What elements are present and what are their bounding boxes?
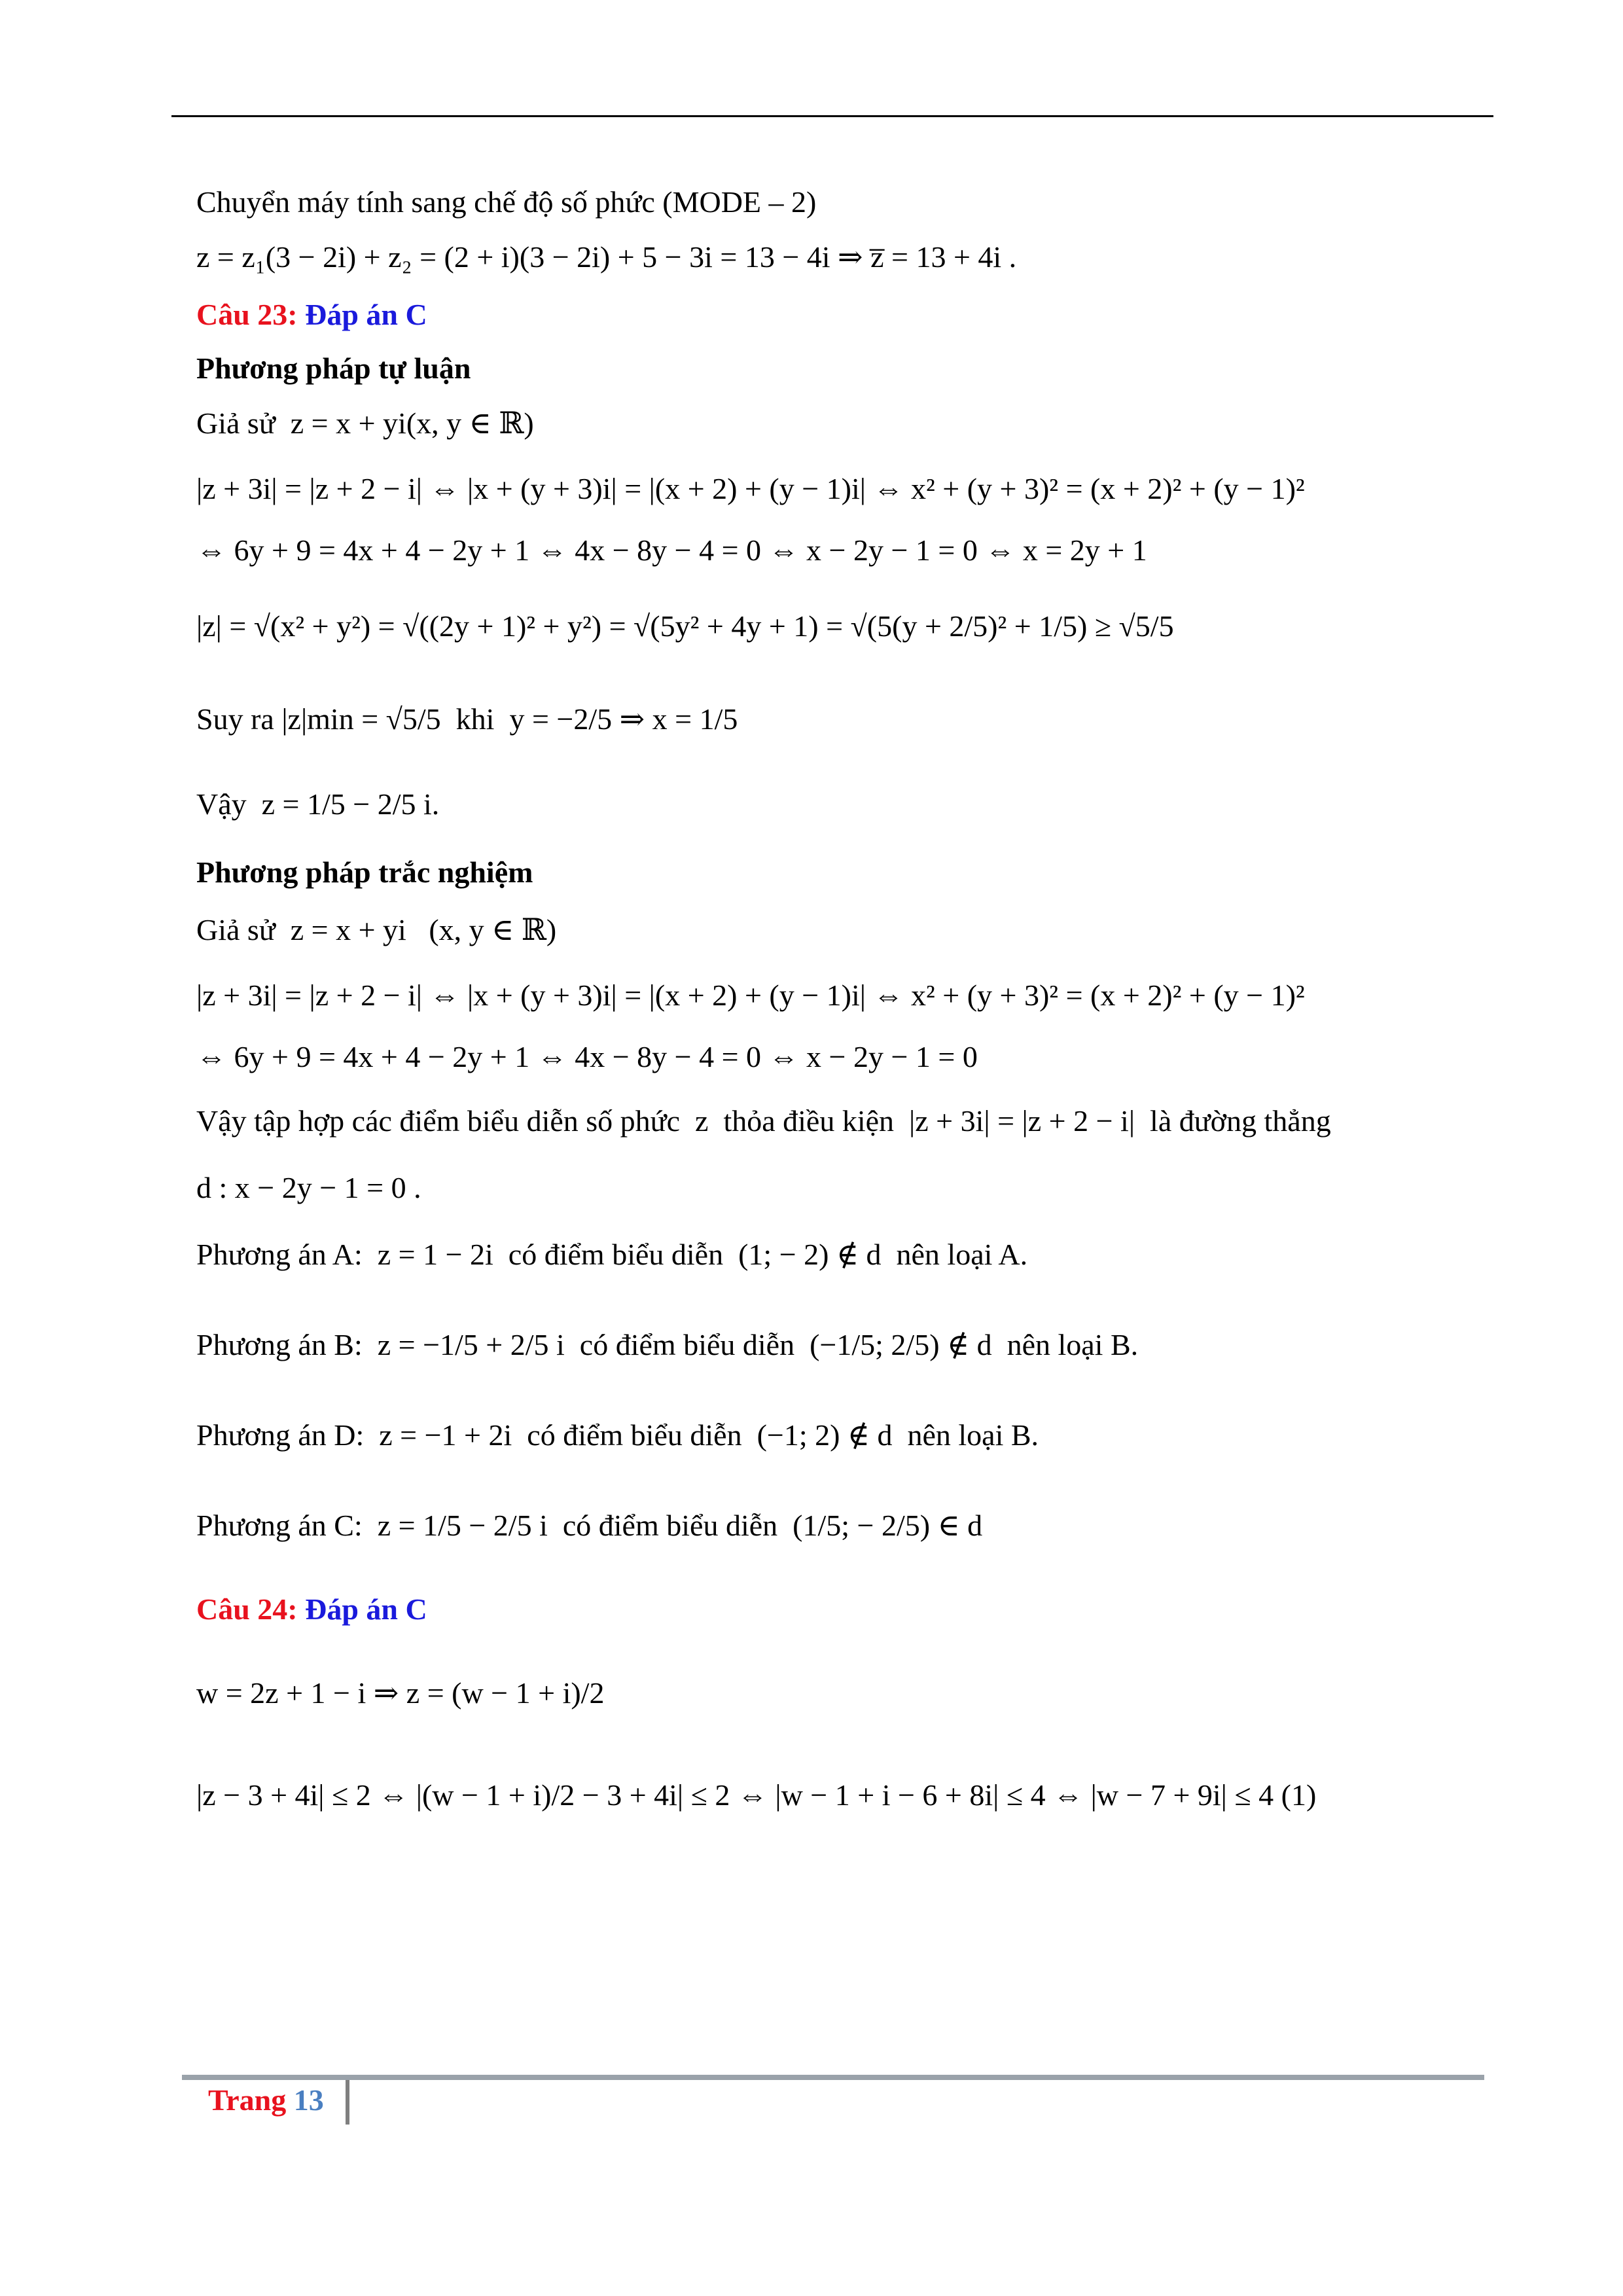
equation-modulus-min: |z| = √(x² + y²) = √((2y + 1)² + y²) = √(5y² + 4y + 1) = √(5(y + 2/5)² + 1/5) ≥ √5/5 — [196, 609, 1174, 643]
option-a-check: Phương án A: z = 1 − 2i có điểm biểu diễn (1; − 2) ∉ d nên loại A. — [196, 1238, 1028, 1271]
question-24-answer: Đáp án C — [305, 1592, 427, 1626]
method-quiz-heading: Phương pháp trắc nghiệm — [196, 855, 533, 889]
header-rule — [171, 115, 1493, 117]
footer-rule — [182, 2075, 1484, 2080]
text-mode-instruction: Chuyển máy tính sang chế độ số phức (MODE – 2) — [196, 185, 817, 219]
footer-divider — [346, 2080, 349, 2125]
equation-z-conjugate: z = z₁(3 − 2i) + z₂ = (2 + i)(3 − 2i) + 5 − 3i = 13 − 4i ⇒ z̅ = 13 + 4i . — [196, 240, 1017, 274]
question-24-heading — [196, 1590, 1492, 1628]
page-footer — [208, 2080, 324, 2121]
equation-modulus-equal-1: |z + 3i| = |z + 2 − i| ⇔ |x + (y + 3)i| = |(x + 2) + (y − 1)i| ⇔ x² + (y + 3)² = (x + 2)² + (y − 1)² — [196, 472, 1305, 505]
page-label: Trang — [208, 2083, 287, 2117]
question-23-answer: Đáp án C — [305, 298, 427, 331]
equation-modulus-equal-2: |z + 3i| = |z + 2 − i| ⇔ |x + (y + 3)i| = |(x + 2) + (y − 1)i| ⇔ x² + (y + 3)² = (x + 2)² + (y − 1)² — [196, 978, 1305, 1012]
equation-disk-condition: |z − 3 + 4i| ≤ 2 ⇔ |(w − 1 + i)/2 − 3 + 4i| ≤ 2 ⇔ |w − 1 + i − 6 + 8i| ≤ 4 ⇔ |w − 7 + 9i| ≤ 4 (1) — [196, 1778, 1317, 1812]
method-essay-heading: Phương pháp tự luận — [196, 351, 471, 385]
assumption-line-2: Giả sử z = x + yi (x, y ∈ ℝ) — [196, 913, 557, 946]
question-23-heading — [196, 296, 1492, 334]
option-b-check: Phương án B: z = −1/5 + 2/5 i có điểm biểu diễn (−1/5; 2/5) ∉ d nên loại B. — [196, 1328, 1139, 1361]
question-24-label: Câu 24: — [196, 1592, 298, 1626]
equation-w-to-z: w = 2z + 1 − i ⇒ z = (w − 1 + i)/2 — [196, 1676, 605, 1710]
page-number: 13 — [293, 2083, 324, 2117]
document-body — [196, 183, 1492, 1814]
equation-line-relation-1: ⇔ 6y + 9 = 4x + 4 − 2y + 1 ⇔ 4x − 8y − 4 = 0 ⇔ x − 2y − 1 = 0 ⇔ x = 2y + 1 — [196, 533, 1147, 567]
answer-z: Vậy z = 1/5 − 2/5 i. — [196, 787, 440, 821]
equation-line-d: d : x − 2y − 1 = 0 . — [196, 1171, 421, 1204]
conclusion-min: Suy ra |z|min = √5/5 khi y = −2/5 ⇒ x = 1/5 — [196, 702, 738, 736]
equation-line-relation-2: ⇔ 6y + 9 = 4x + 4 − 2y + 1 ⇔ 4x − 8y − 4 = 0 ⇔ x − 2y − 1 = 0 — [196, 1040, 978, 1073]
option-c-check: Phương án C: z = 1/5 − 2/5 i có điểm biểu diễn (1/5; − 2/5) ∈ d — [196, 1509, 983, 1542]
question-23-label: Câu 23: — [196, 298, 298, 331]
option-d-check: Phương án D: z = −1 + 2i có điểm biểu diễn (−1; 2) ∉ d nên loại B. — [196, 1418, 1039, 1452]
assumption-line-1: Giả sử z = x + yi(x, y ∈ ℝ) — [196, 406, 534, 440]
text-locus-statement: Vậy tập hợp các điểm biểu diễn số phức z thỏa điều kiện |z + 3i| = |z + 2 − i| là đường thẳng — [196, 1104, 1331, 1138]
